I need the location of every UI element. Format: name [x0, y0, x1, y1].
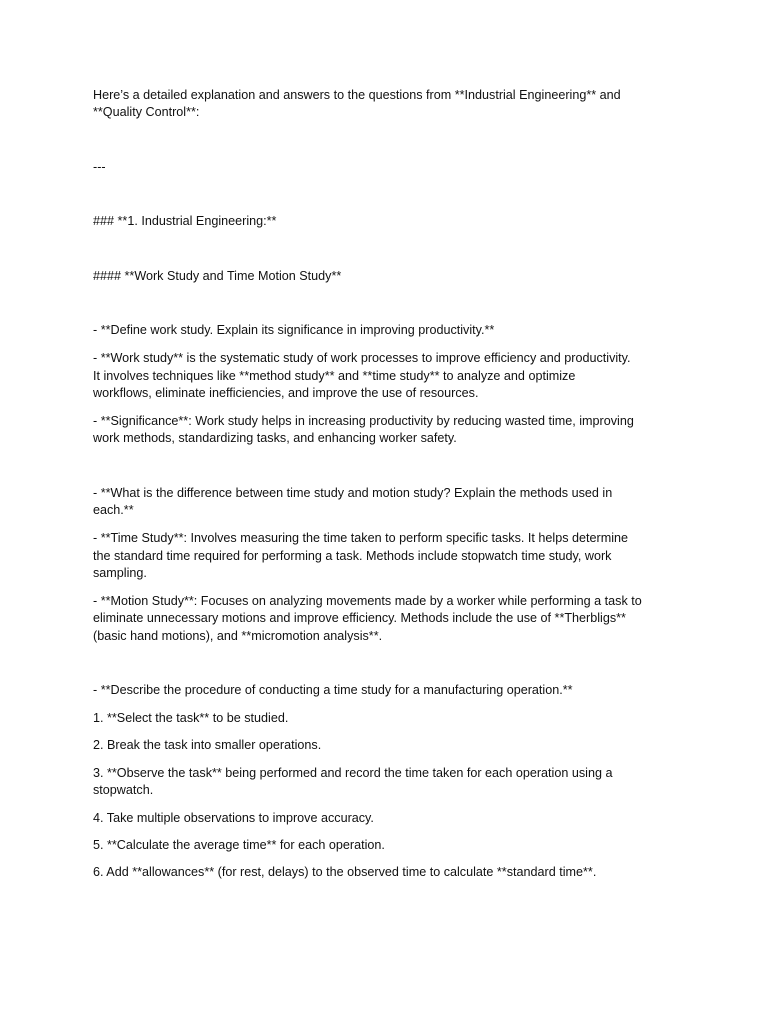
section-heading: ### **1. Industrial Engineering:**	[93, 214, 277, 228]
question-2-line-1: - **What is the difference between time study and motion study? Explain the methods used in	[93, 486, 613, 500]
intro-line-2: **Quality Control**:	[93, 105, 200, 119]
separator: ---	[93, 160, 106, 174]
subsection-heading: #### **Work Study and Time Motion Study**	[93, 269, 342, 283]
answer-1-line-5: work methods, standardizing tasks, and enhancing worker safety.	[93, 431, 457, 445]
question-2-line-2: each.**	[93, 503, 134, 517]
step-6: 6. Add **allowances** (for rest, delays) to the observed time to calculate **standard time**.	[93, 865, 597, 879]
step-3-line-1: 3. **Observe the task** being performed and record the time taken for each operation using a	[93, 766, 613, 780]
answer-1-line-2: It involves techniques like **method study** and **time study** to analyze and optimize	[93, 369, 576, 383]
question-1: - **Define work study. Explain its significance in improving productivity.**	[93, 323, 495, 337]
answer-1-line-3: workflows, eliminate inefficiencies, and improve the use of resources.	[93, 386, 479, 400]
answer-2-line-1: - **Time Study**: Involves measuring the time taken to perform specific tasks. It helps determine	[93, 531, 628, 545]
answer-2-line-2: the standard time required for performing a task. Methods include stopwatch time study, work	[93, 549, 612, 563]
question-3: - **Describe the procedure of conducting a time study for a manufacturing operation.**	[93, 683, 573, 697]
step-4: 4. Take multiple observations to improve accuracy.	[93, 811, 374, 825]
answer-1-line-4: - **Significance**: Work study helps in increasing productivity by reducing wasted time, improving	[93, 414, 634, 428]
intro-line-1: Here’s a detailed explanation and answers to the questions from **Industrial Engineering** and	[93, 88, 621, 102]
answer-2-line-3: sampling.	[93, 566, 147, 580]
step-2: 2. Break the task into smaller operations.	[93, 738, 322, 752]
step-1: 1. **Select the task** to be studied.	[93, 711, 289, 725]
answer-2-line-6: (basic hand motions), and **micromotion analysis**.	[93, 629, 383, 643]
answer-1-line-1: - **Work study** is the systematic study of work processes to improve efficiency and productivity.	[93, 351, 631, 365]
answer-2-line-5: eliminate unnecessary motions and improve efficiency. Methods include the use of **Therbligs**	[93, 611, 626, 625]
answer-2-line-4: - **Motion Study**: Focuses on analyzing movements made by a worker while performing a task to	[93, 594, 642, 608]
step-5: 5. **Calculate the average time** for each operation.	[93, 838, 385, 852]
step-3-line-2: stopwatch.	[93, 783, 154, 797]
